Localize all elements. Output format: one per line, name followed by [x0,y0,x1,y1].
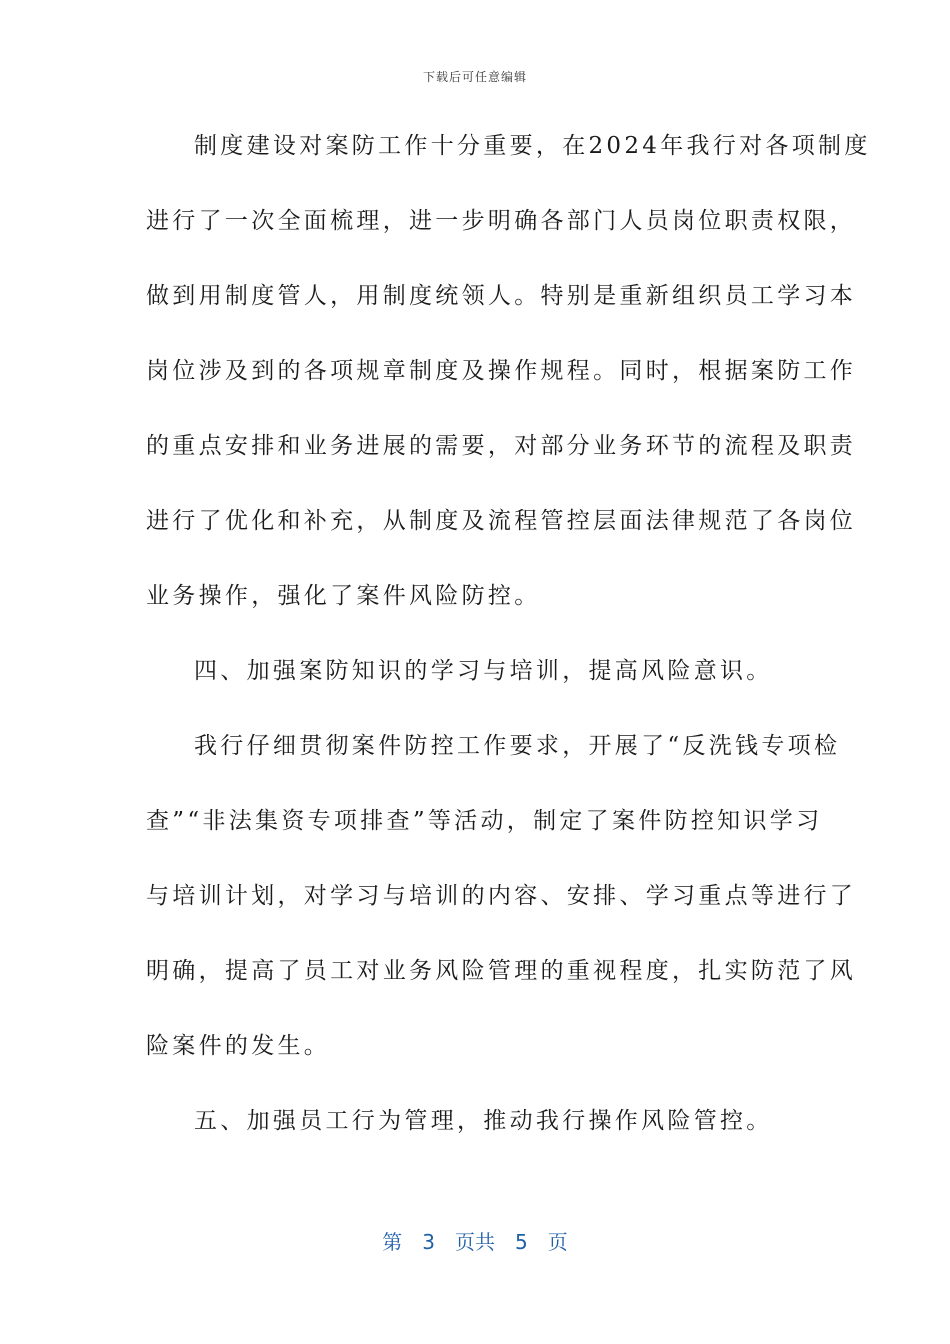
paragraph-line: 与培训计划，对学习与培训的内容、安排、学习重点等进行了 [146,883,857,909]
page-middle: 页共 [455,1230,495,1254]
page-header-note: 下载后可任意编辑 [422,70,527,84]
paragraph-line: 业务操作，强化了案件风险防控。 [146,583,541,609]
page-prefix: 第 [382,1230,403,1254]
document-body [146,124,871,1174]
total-pages-number: 5 [515,1230,528,1254]
paragraph-line: 制度建设对案防工作十分重要，在2024年我行对各项制度 [194,133,871,159]
paragraph-line: 岗位涉及到的各项规章制度及操作规程。同时，根据案防工作 [146,358,857,384]
page-suffix: 页 [547,1230,568,1254]
section-heading: 五、加强员工行为管理，推动我行操作风险管控。 [194,1108,773,1134]
paragraph-line: 进行了一次全面梳理，进一步明确各部门人员岗位职责权限， [146,208,857,234]
current-page-number: 3 [422,1230,435,1254]
paragraph-line: 查”“非法集资专项排查”等活动，制定了案件防控知识学习 [146,808,823,834]
paragraph-line: 我行仔细贯彻案件防控工作要求，开展了“反洗钱专项检 [194,733,841,759]
section-heading: 四、加强案防知识的学习与培训，提高风险意识。 [194,658,773,684]
page-number-footer [0,1226,950,1255]
paragraph-line: 做到用制度管人，用制度统领人。特别是重新组织员工学习本 [146,283,857,309]
paragraph-line: 进行了优化和补充，从制度及流程管控层面法律规范了各岗位 [146,508,857,534]
paragraph-line: 险案件的发生。 [146,1033,331,1059]
paragraph-line: 的重点安排和业务进展的需要，对部分业务环节的流程及职责 [146,433,857,459]
paragraph-line: 明确，提高了员工对业务风险管理的重视程度，扎实防范了风 [146,958,857,984]
